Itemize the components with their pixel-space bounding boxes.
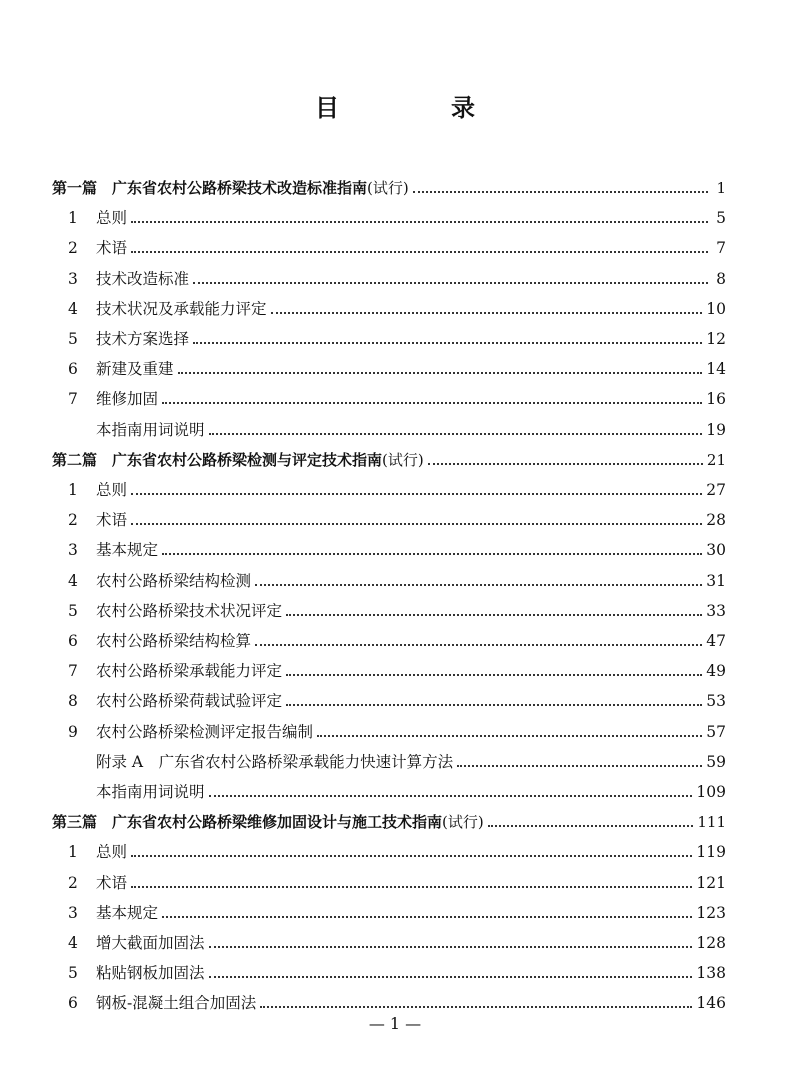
toc-entry-number: 9 <box>68 722 78 741</box>
toc-leader-dots <box>286 674 702 676</box>
toc-page-number: 30 <box>706 541 726 560</box>
toc-leader-dots <box>457 765 702 767</box>
toc-leader-dots <box>162 402 702 404</box>
toc-entry-label: 增大截面加固法 <box>96 934 205 952</box>
page-number: — 1 — <box>368 1014 422 1033</box>
toc-entry <box>68 683 726 711</box>
toc-leader-dots <box>286 704 702 706</box>
toc-entry <box>68 895 726 923</box>
toc-entry <box>68 321 726 349</box>
toc-entry-label: 农村公路桥梁承载能力评定 <box>96 662 283 681</box>
toc-page-number: 7 <box>716 239 726 258</box>
toc-entry-label: 钢板-混凝土组合加固法 <box>96 994 257 1013</box>
toc-entry <box>68 200 726 228</box>
toc-entry <box>68 714 726 742</box>
toc-entry-label: 农村公路桥梁技术状况评定 <box>96 601 283 620</box>
toc-part-heading <box>52 170 726 198</box>
toc-entry <box>68 623 726 651</box>
toc-page-number: 28 <box>706 511 726 530</box>
toc-entry <box>68 834 726 862</box>
toc-leader-dots <box>162 916 692 918</box>
toc-entry-number: 5 <box>68 964 78 983</box>
toc-entry-number: 2 <box>68 239 78 258</box>
toc-leader-dots <box>286 614 702 616</box>
toc-entry-label: 农村公路桥梁结构检测 <box>96 571 252 590</box>
toc-leader-dots <box>131 855 692 857</box>
toc-entry-label: 第三篇 广东省农村公路桥梁维修加固设计与施工技术指南 <box>52 813 443 832</box>
toc-entry-label: 新建及重建 <box>96 360 174 379</box>
toc-entry-number: 8 <box>68 692 78 711</box>
toc-page-number: 31 <box>706 571 726 590</box>
toc-part-suffix: (试行) <box>367 179 409 197</box>
toc-entry-label: 术语 <box>96 239 128 258</box>
toc-entry-label: 技术改造标准 <box>96 269 190 288</box>
toc-entry-label: 基本规定 <box>96 541 159 560</box>
toc-entry-label: 农村公路桥梁检测评定报告编制 <box>96 722 314 741</box>
toc-page-number: 109 <box>696 783 726 801</box>
toc-entry-label: 技术方案选择 <box>96 330 190 348</box>
toc-entry <box>68 412 726 440</box>
toc-leader-dots <box>209 433 703 435</box>
toc-entry <box>68 261 726 289</box>
toc-leader-dots <box>271 312 703 314</box>
toc-leader-dots <box>255 644 702 646</box>
toc-entry-number: 2 <box>68 511 78 530</box>
toc-page-number: 138 <box>696 964 726 983</box>
toc-leader-dots <box>260 1006 692 1008</box>
toc-entry <box>68 593 726 621</box>
toc-entry-label: 技术状况及承载能力评定 <box>96 299 267 318</box>
toc-entry-label: 本指南用词说明 <box>96 420 205 439</box>
toc-leader-dots <box>131 221 708 223</box>
toc-entry <box>68 925 726 953</box>
toc-part-suffix: (试行) <box>382 450 424 469</box>
toc-page-number: 111 <box>697 813 726 832</box>
toc-part-heading <box>52 442 726 470</box>
toc-page-number: 123 <box>696 903 726 922</box>
toc-page-number: 57 <box>706 722 726 741</box>
toc-entry-label: 第二篇 广东省农村公路桥梁检测与评定技术指南 <box>52 450 383 469</box>
toc-page-number: 21 <box>706 450 726 469</box>
toc-entry <box>68 865 726 893</box>
toc-entry-number: 1 <box>68 481 78 499</box>
toc-page-number: 128 <box>696 934 726 952</box>
toc-leader-dots <box>413 191 708 193</box>
toc-entry-label: 术语 <box>96 511 128 530</box>
toc-entry-number: 4 <box>68 934 78 952</box>
toc-leader-dots <box>131 523 702 525</box>
page-title: 目 录 <box>315 94 519 122</box>
toc-page-number: 121 <box>696 873 726 892</box>
toc-entry-label: 总则 <box>96 481 128 499</box>
toc-entry-number: 6 <box>68 994 78 1013</box>
toc-entry <box>68 472 726 500</box>
toc-entry-number: 6 <box>68 632 78 650</box>
toc-entry-number: 5 <box>68 601 78 620</box>
toc-entry-number: 4 <box>68 299 78 318</box>
toc-page-number: 5 <box>716 209 726 228</box>
toc-entry-label: 农村公路桥梁结构检算 <box>96 632 252 650</box>
toc-entry <box>68 653 726 681</box>
toc-leader-dots <box>255 584 702 586</box>
toc-entry-number: 6 <box>68 360 78 379</box>
toc-page-number: 14 <box>706 360 726 379</box>
toc-entry <box>68 563 726 591</box>
toc-entry-label: 附录 A 广东省农村公路桥梁承载能力快速计算方法 <box>96 752 454 771</box>
toc-page-number: 59 <box>706 752 726 771</box>
toc-part-heading <box>52 804 726 832</box>
toc-entry-number: 1 <box>68 843 78 862</box>
toc-leader-dots <box>317 735 702 737</box>
toc-part-suffix: (试行) <box>442 813 484 832</box>
toc-entry <box>68 532 726 560</box>
toc-entry <box>68 291 726 319</box>
toc-page-number: 47 <box>706 632 726 650</box>
toc-entry-number: 7 <box>68 390 78 409</box>
toc-page-number: 49 <box>706 662 726 681</box>
toc-entry-label: 基本规定 <box>96 903 159 922</box>
toc-entry-number: 3 <box>68 541 78 560</box>
toc-entry-number: 2 <box>68 873 78 892</box>
toc-page-number: 119 <box>696 843 726 862</box>
toc-leader-dots <box>131 493 702 495</box>
toc-entry-number: 1 <box>68 209 78 228</box>
toc-entry <box>68 955 726 983</box>
toc-entry <box>68 381 726 409</box>
toc-entry-label: 维修加固 <box>96 390 159 409</box>
toc-leader-dots <box>209 795 693 797</box>
toc-entry <box>68 230 726 258</box>
toc-page-number: 8 <box>716 269 726 288</box>
toc-leader-dots <box>162 553 702 555</box>
toc-entry-label: 农村公路桥梁荷载试验评定 <box>96 692 283 711</box>
toc-entry <box>68 744 726 772</box>
toc-leader-dots <box>209 946 693 948</box>
toc-entry-label: 粘贴钢板加固法 <box>96 964 205 983</box>
toc-page-number: 1 <box>716 179 726 197</box>
toc-leader-dots <box>488 825 694 827</box>
toc-leader-dots <box>209 976 693 978</box>
toc-entry-label: 总则 <box>96 843 128 862</box>
toc-page-number: 16 <box>706 390 726 409</box>
toc-entry <box>68 985 726 1013</box>
toc-leader-dots <box>428 463 703 465</box>
toc-entry <box>68 774 726 802</box>
toc-entry-number: 3 <box>68 903 78 922</box>
toc-entry-label: 总则 <box>96 209 128 228</box>
toc-page-number: 10 <box>706 299 726 318</box>
toc-entry-label: 术语 <box>96 873 128 892</box>
toc-entry-label: 第一篇 广东省农村公路桥梁技术改造标准指南 <box>52 179 368 197</box>
toc-entry-label: 本指南用词说明 <box>96 783 205 801</box>
toc-entry-number: 5 <box>68 330 78 348</box>
toc-entry <box>68 502 726 530</box>
toc-page-number: 27 <box>706 481 726 499</box>
toc-leader-dots <box>131 886 692 888</box>
toc-leader-dots <box>178 372 703 374</box>
toc-leader-dots <box>193 282 708 284</box>
toc-entry-number: 4 <box>68 571 78 590</box>
toc-page-number: 12 <box>706 330 726 348</box>
toc-entry-number: 3 <box>68 269 78 288</box>
toc-entry-number: 7 <box>68 662 78 681</box>
toc-page-number: 146 <box>696 994 726 1013</box>
toc-page-number: 53 <box>706 692 726 711</box>
toc-entry <box>68 351 726 379</box>
toc-leader-dots <box>193 342 702 344</box>
toc-page-number: 33 <box>706 601 726 620</box>
toc-page-number: 19 <box>706 420 726 439</box>
toc-leader-dots <box>131 251 708 253</box>
